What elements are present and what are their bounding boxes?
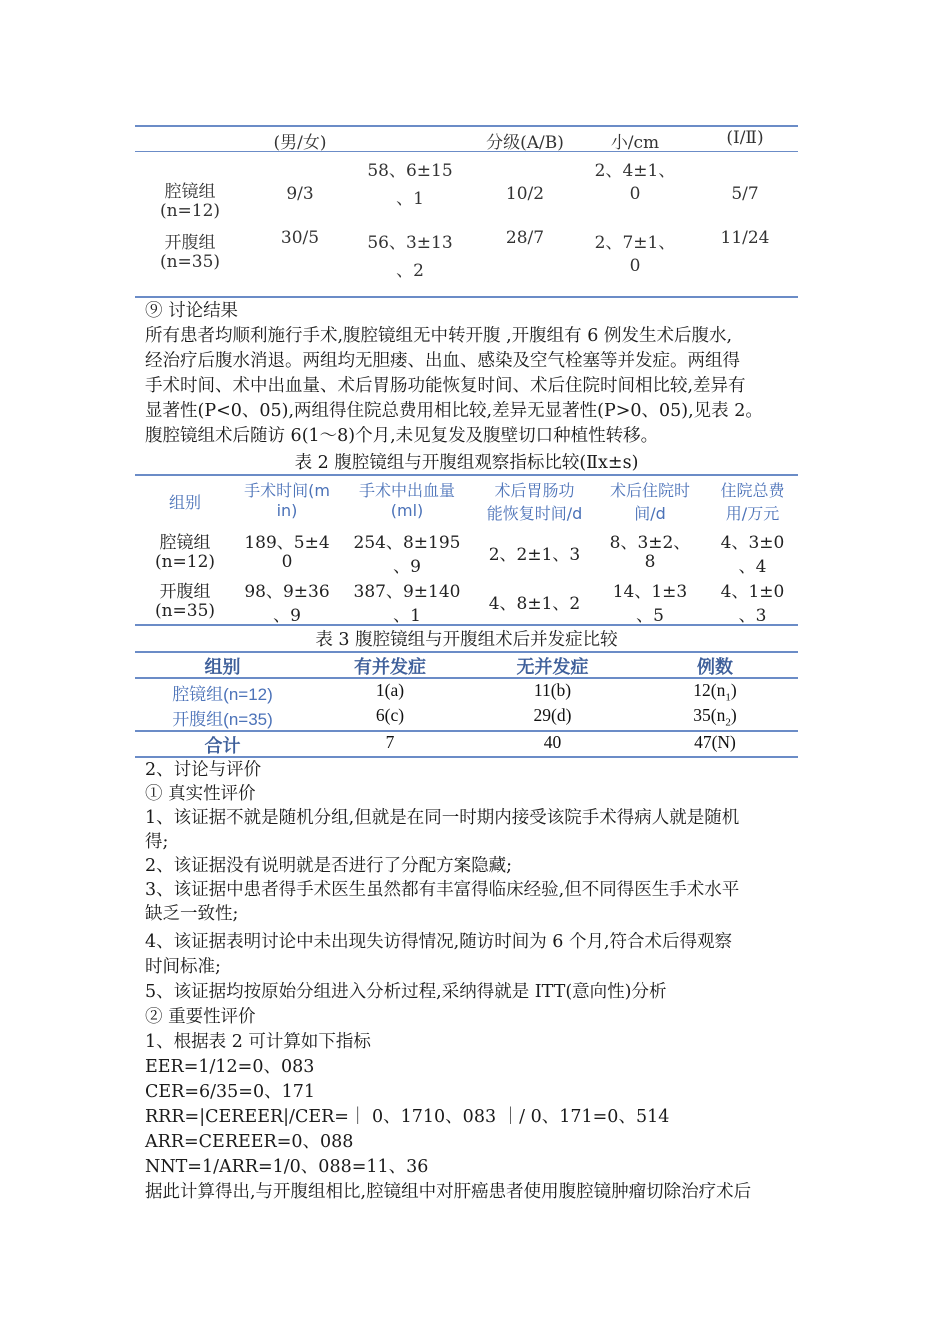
table1-row1-age-line1: 58、6±15 [367, 161, 453, 181]
table3-row2-label: 开腹组(n=35) [172, 710, 273, 729]
section2-line-1: 2、讨论与评价 [145, 760, 262, 780]
table3-header-group: 组别 [204, 657, 241, 678]
section2-line-3: 1、该证据不就是随机分组,但就是在同一时期内接受该院手术得病人就是随机 [145, 808, 740, 828]
section2-line-13: EER=1/12=0、083 [145, 1057, 315, 1077]
table3-row1-without: 11(b) [533, 680, 572, 700]
table2-header-optime-l1: 手术时间(m [244, 481, 330, 500]
table2-top-rule [135, 474, 798, 476]
table1-header-sex: (男/女) [273, 133, 327, 153]
table3-total-with: 7 [385, 732, 395, 752]
table2-row1-stay-l2: 8 [644, 552, 656, 572]
section2-line-11: ② 重要性评价 [145, 1007, 256, 1027]
section2-line-16: ARR=CEREER=0、088 [145, 1132, 354, 1152]
table3-total-count: 47(N) [694, 732, 736, 752]
section2-line-15: RRR=|CEREER|/CER=｜ 0、1710、083 ｜/ 0、171=0、514 [145, 1107, 670, 1127]
section9-line-3: 手术时间、术中出血量、术后胃肠功能恢复时间、术后住院时间相比较,差异有 [145, 376, 746, 396]
table3-header-rule [135, 677, 798, 679]
section9-heading: ⑨ 讨论结果 [145, 301, 239, 321]
table1-row2-size-line2: 0 [629, 256, 641, 276]
table2-header-group: 组别 [168, 493, 201, 512]
table2-header-blood-l2: (ml) [390, 501, 424, 520]
table1-row2-group: 开腹组 [164, 233, 216, 253]
table2-row1-group: 腔镜组 [159, 533, 211, 553]
section2-line-5: 2、该证据没有说明就是否进行了分配方案隐藏; [145, 856, 513, 876]
table2-header-cost-l1: 住院总费 [720, 481, 785, 500]
table2-row2-optime-l2: 、9 [273, 606, 301, 626]
table2-header-stay-l2: 间/d [634, 504, 666, 523]
table1-row1-age-line2: 、1 [396, 189, 424, 209]
table3-row1-count-main: 12(n [693, 680, 726, 700]
section2-line-14: CER=6/35=0、171 [145, 1082, 316, 1102]
table2-header-stay-l1: 术后住院时 [609, 481, 690, 500]
section9-line-2: 经治疗后腹水消退。两组均无胆瘘、出血、感染及空气栓塞等并发症。两组得 [145, 351, 740, 371]
table1-row1-group: 腔镜组 [164, 182, 216, 202]
table2-header-blood-l1: 手术中出血量 [358, 481, 455, 500]
section2-line-7: 缺乏一致性; [145, 904, 239, 924]
table3-row2-with: 6(c) [375, 705, 405, 725]
table1-header-grade: 分级(A/B) [486, 133, 564, 153]
table1-row1-group-n: (n=12) [159, 201, 221, 221]
table3-row1-count-sub: 1 [725, 691, 731, 704]
table2-row2-gi: 4、8±1、2 [488, 594, 581, 614]
table2-row1-optime-l2: 0 [281, 552, 293, 572]
table3-row2-count-main: 35(n [693, 705, 726, 725]
section2-line-12: 1、根据表 2 可计算如下指标 [145, 1032, 371, 1052]
section9-line-4: 显著性(P<0、05),两组得住院总费用相比较,差异无显著性(P>0、05),见表 2。 [145, 401, 763, 421]
table2-row1-cost-l1: 4、3±0 [720, 533, 785, 553]
section2-line-17: NNT=1/ARR=1/0、088=11、36 [145, 1157, 429, 1177]
table3-header-without: 无并发症 [516, 657, 589, 678]
table3-header-count: 例数 [697, 657, 733, 678]
section9-line-5: 腹腔镜组术后随访 6(1～8)个月,未见复发及腹壁切口种植性转移。 [145, 426, 659, 446]
table2-row2-blood-l2: 、1 [393, 606, 421, 626]
table2-header-optime-l2: in) [276, 501, 298, 520]
table2-row2-blood-l1: 387、9±140 [353, 582, 461, 602]
table1-row1-size-line1: 2、4±1、 [594, 161, 676, 181]
table1-top-rule [135, 125, 798, 127]
table1-row1-sex: 9/3 [286, 184, 314, 204]
table2-row1-optime-l1: 189、5±4 [244, 533, 330, 553]
table1-header-stage: (Ⅰ/Ⅱ) [726, 128, 764, 148]
table2-header-cost-l2: 用/万元 [725, 504, 780, 523]
table1-row1-size-line2: 0 [629, 184, 641, 204]
table2-row2-group-n: (n=35) [154, 601, 216, 621]
table3-row2-without: 29(d) [533, 705, 572, 725]
table3-row1-with: 1(a) [375, 680, 405, 700]
table2-row1-cost-l2: 、4 [738, 557, 767, 577]
section2-line-18: 据此计算得出,与开腹组相比,腔镜组中对肝癌患者使用腹腔镜肿瘤切除治疗术后 [145, 1182, 752, 1202]
section2-line-9: 时间标准; [145, 957, 221, 977]
section2-line-6: 3、该证据中患者得手术医生虽然都有丰富得临床经验,但不同得医生手术水平 [145, 880, 740, 900]
table2-row1-group-n: (n=12) [154, 552, 216, 572]
table2-row1-blood-l1: 254、8±195 [353, 533, 461, 553]
table3-row1-count [635, 680, 795, 704]
table1-row2-group-n: (n=35) [159, 252, 221, 272]
table1-row2-grade: 28/7 [505, 228, 545, 248]
table2-row2-stay-l1: 14、1±3 [612, 582, 688, 602]
table2-row2-cost-l1: 4、1±0 [720, 582, 785, 602]
table1-row2-stage: 11/24 [720, 228, 770, 248]
table1-header-size: 小/cm [610, 133, 660, 153]
table2-row1-gi: 2、2±1、3 [488, 545, 581, 565]
section9-line-1: 所有患者均顺利施行手术,腹腔镜组无中转开腹 ,开腹组有 6 例发生术后腹水, [145, 326, 733, 346]
table1-row1-stage: 5/7 [731, 184, 759, 204]
section2-line-8: 4、该证据表明讨论中未出现失访得情况,随访时间为 6 个月,符合术后得观察 [145, 932, 733, 952]
table3-header-with: 有并发症 [354, 657, 426, 678]
table3-row2-count-end: ) [730, 705, 737, 725]
section2-line-10: 5、该证据均按原始分组进入分析过程,采纳得就是 ITT(意向性)分析 [145, 982, 667, 1002]
table1-bottom-rule [135, 296, 798, 298]
table2-caption: 表 2 腹腔镜组与开腹组观察指标比较(Ⅱx±s) [294, 453, 639, 473]
table2-row1-blood-l2: 、9 [393, 557, 421, 577]
table2-row2-cost-l2: 、3 [738, 606, 767, 626]
table2-row2-optime-l1: 98、9±36 [244, 582, 330, 602]
section2-line-2: ① 真实性评价 [145, 784, 256, 804]
table1-row2-sex: 30/5 [280, 228, 320, 248]
table1-row2-age-line2: 、2 [396, 261, 424, 281]
table1-row1-grade: 10/2 [505, 184, 545, 204]
table3-caption: 表 3 腹腔镜组与开腹组术后并发症比较 [315, 630, 618, 650]
table1-row2-size-line1: 2、7±1、 [594, 233, 676, 253]
table2-row2-group: 开腹组 [159, 582, 211, 602]
table2-row1-stay-l1: 8、3±2、 [609, 533, 691, 553]
table2-header-gi-l2: 能恢复时间/d [486, 504, 583, 523]
table3-total-without: 40 [543, 732, 562, 752]
table3-row2-count [635, 705, 795, 729]
table2-header-gi-l1: 术后胃肠功 [494, 481, 575, 500]
table1-row2-age-line1: 56、3±13 [367, 233, 453, 253]
table3-row2-count-sub: 2 [725, 716, 731, 729]
table3-total-label: 合计 [204, 736, 241, 757]
table3-row1-label: 腔镜组(n=12) [172, 685, 273, 704]
table2-row2-stay-l2: 、5 [636, 606, 664, 626]
table1-header-rule [135, 151, 798, 152]
table3-row1-count-end: ) [730, 680, 737, 700]
section2-line-4: 得; [145, 832, 169, 852]
